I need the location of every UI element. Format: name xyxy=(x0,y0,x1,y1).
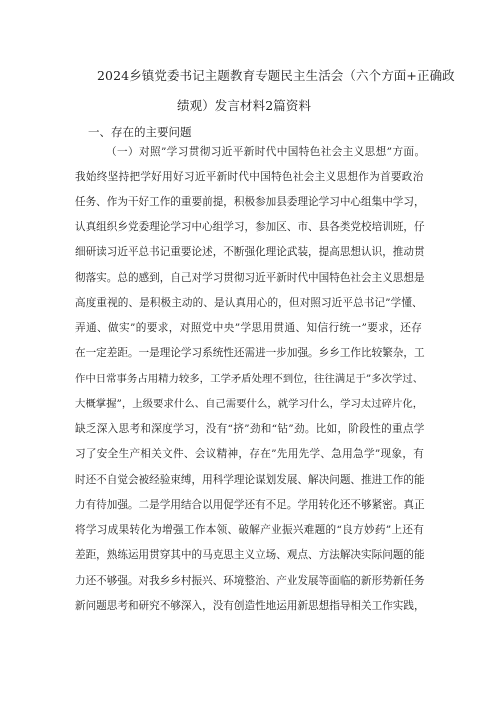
body-line: 力有待加强。二是学用结合以用促学还有不足。学用转化还不够紧密。真正 xyxy=(75,499,425,511)
body-line: 大概掌握”，上级要求什么、自己需要什么，就学习什么，学习太过碎片化， xyxy=(75,398,424,410)
body-line: 差距，熟练运用贯穿其中的马克思主义立场、观点、方法解决实际问题的能 xyxy=(75,549,425,561)
section-heading: 一、存在的主要问题 xyxy=(88,125,192,139)
body-line: 将学习成果转化为增强工作本领、破解产业振兴难题的“良方妙药”上还有 xyxy=(75,524,425,536)
body-line: 弄通、做实”的要求，对照党中央”学思用贯通、知信行统一”要求，还存 xyxy=(75,322,423,334)
body-line: 任务、作为干好工作的重要前提，积极参加县委理论学习中心组集中学习， xyxy=(75,196,425,208)
body-line: 在一定差距。一是理论学习系统性还需进一步加强。乡乡工作比较繁杂，工 xyxy=(75,347,425,359)
body-line: 习了安全生产相关文件、会议精神，存在”先用先学、急用急学”现象，有 xyxy=(75,448,425,460)
body-line: 彻落实。总的感到，自己对学习贯彻习近平新时代中国特色社会主义思想是 xyxy=(75,272,425,284)
document-title-line-2: 绩观）发言材料2篇资料 xyxy=(177,98,312,113)
document-title-line-1: 2024乡镇党委书记主题教育专题民主生活会（六个方面+正确政 xyxy=(97,68,455,83)
body-line: 缺乏深入思考和深度学习，没有“挤”劲和“钻”劲。比如，阶段性的重点学 xyxy=(75,423,425,435)
body-line: 时还不自觉会被经验束缚，用科学理论谋划发展、解决问题、推进工作的能 xyxy=(75,474,425,486)
body-line: 作中日常事务占用精力较多，工学矛盾处理不到位，往往满足于”多次学过、 xyxy=(75,373,424,385)
body-line: （一）对照”学习贯彻习近平新时代中国特色社会主义思想”方面。 xyxy=(106,146,426,158)
body-line: 我始终坚持把学好用好习近平新时代中国特色社会主义思想作为首要政治 xyxy=(75,171,424,183)
body-line: 力还不够强。对我乡乡村振兴、环境整治、产业发展等面临的新形势新任务 xyxy=(75,575,425,587)
body-line: 认真组织乡党委理论学习中心组学习，参加区、市、县各类党校培训班，仔 xyxy=(75,221,425,233)
body-line: 细研读习近平总书记重要论述，不断强化理论武装，提高思想认识，推动贯 xyxy=(75,246,425,258)
body-line: 新问题思考和研究不够深入，没有创造性地运用新思想指导相关工作实践， xyxy=(75,600,425,612)
body-line: 高度重视的、是积极主动的、是认真用心的，但对照习近平总书记”学懂、 xyxy=(75,297,423,309)
